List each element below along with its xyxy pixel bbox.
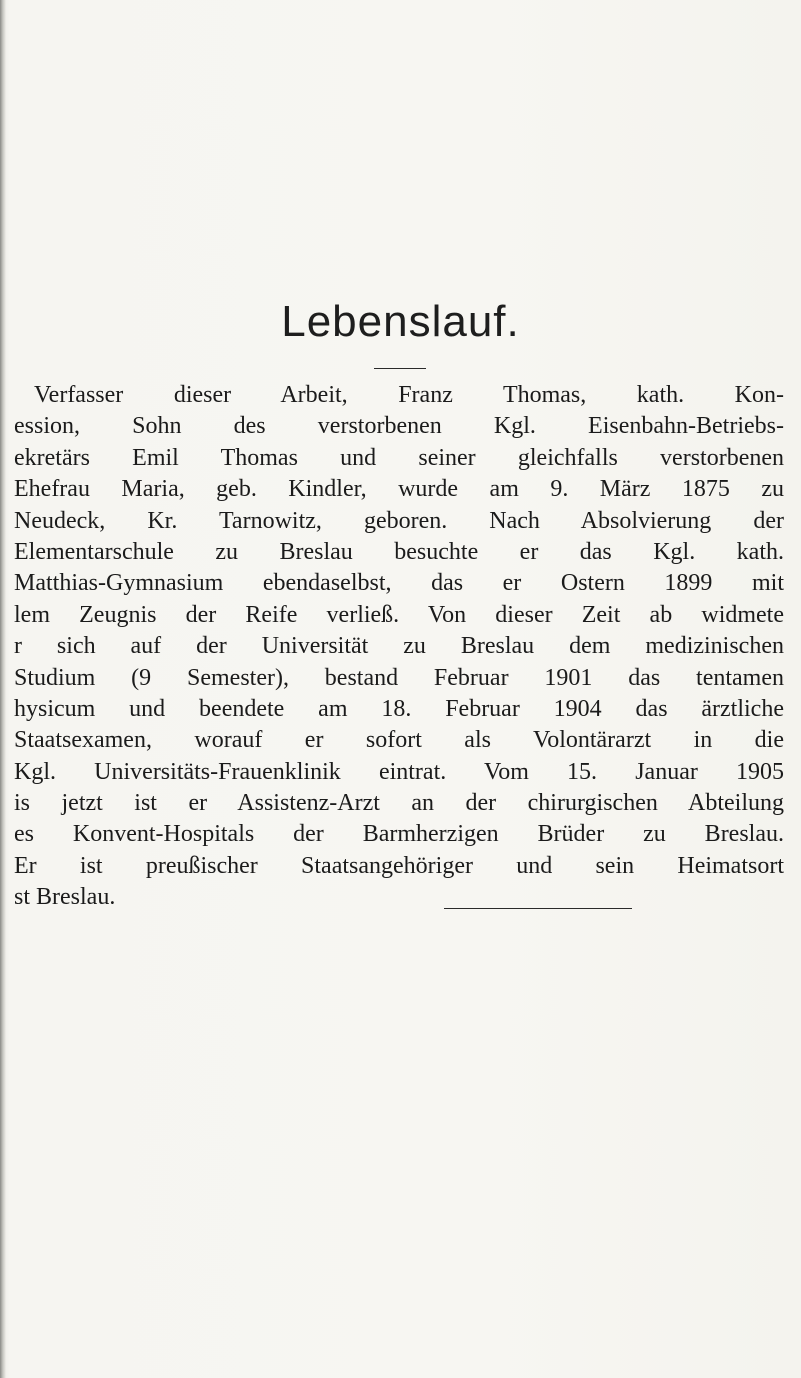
closing-divider [444, 908, 632, 909]
text-line: Er ist preußischer Staatsangehöriger und sein Heimatsort [14, 852, 784, 879]
text-line: r sich auf der Universität zu Breslau dem medizinischen [14, 633, 784, 660]
text-line: Studium (9 Semester), bestand Februar 1901 das tentamen [14, 664, 784, 691]
text-line: Elementarschule zu Breslau besuchte er das Kgl. kath. [14, 538, 784, 565]
text-line: is jetzt ist er Assistenz-Arzt an der chirurgischen Abteilung [14, 790, 784, 817]
text-line: ekretärs Emil Thomas und seiner gleichfalls verstorbenen [14, 444, 784, 471]
text-line: st Breslau. [14, 884, 116, 911]
text-line: es Konvent-Hospitals der Barmherzigen Brüder zu Breslau. [14, 821, 784, 848]
text-line: Kgl. Universitäts-Frauenklinik eintrat. Vom 15. Januar 1905 [14, 758, 784, 785]
biography-paragraph [14, 380, 784, 914]
text-line: ession, Sohn des verstorbenen Kgl. Eisenbahn-Betriebs- [14, 413, 784, 440]
text-line: Verfasser dieser Arbeit, Franz Thomas, kath. Kon- [34, 382, 784, 408]
text-line: Ehefrau Maria, geb. Kindler, wurde am 9. März 1875 zu [14, 476, 784, 503]
page-title: Lebenslauf. [281, 297, 520, 346]
text-line: Matthias-Gymnasium ebendaselbst, das er Ostern 1899 mit [14, 570, 784, 597]
title-divider [374, 368, 426, 369]
text-line: hysicum und beendete am 18. Februar 1904 das ärztliche [14, 695, 784, 722]
text-line: Staatsexamen, worauf er sofort als Volontärarzt in die [14, 727, 784, 754]
page-binding-edge [0, 0, 6, 1378]
text-line: lem Zeugnis der Reife verließ. Von dieser Zeit ab widmete [14, 601, 784, 628]
text-line: Neudeck, Kr. Tarnowitz, geboren. Nach Absolvierung der [14, 507, 784, 534]
